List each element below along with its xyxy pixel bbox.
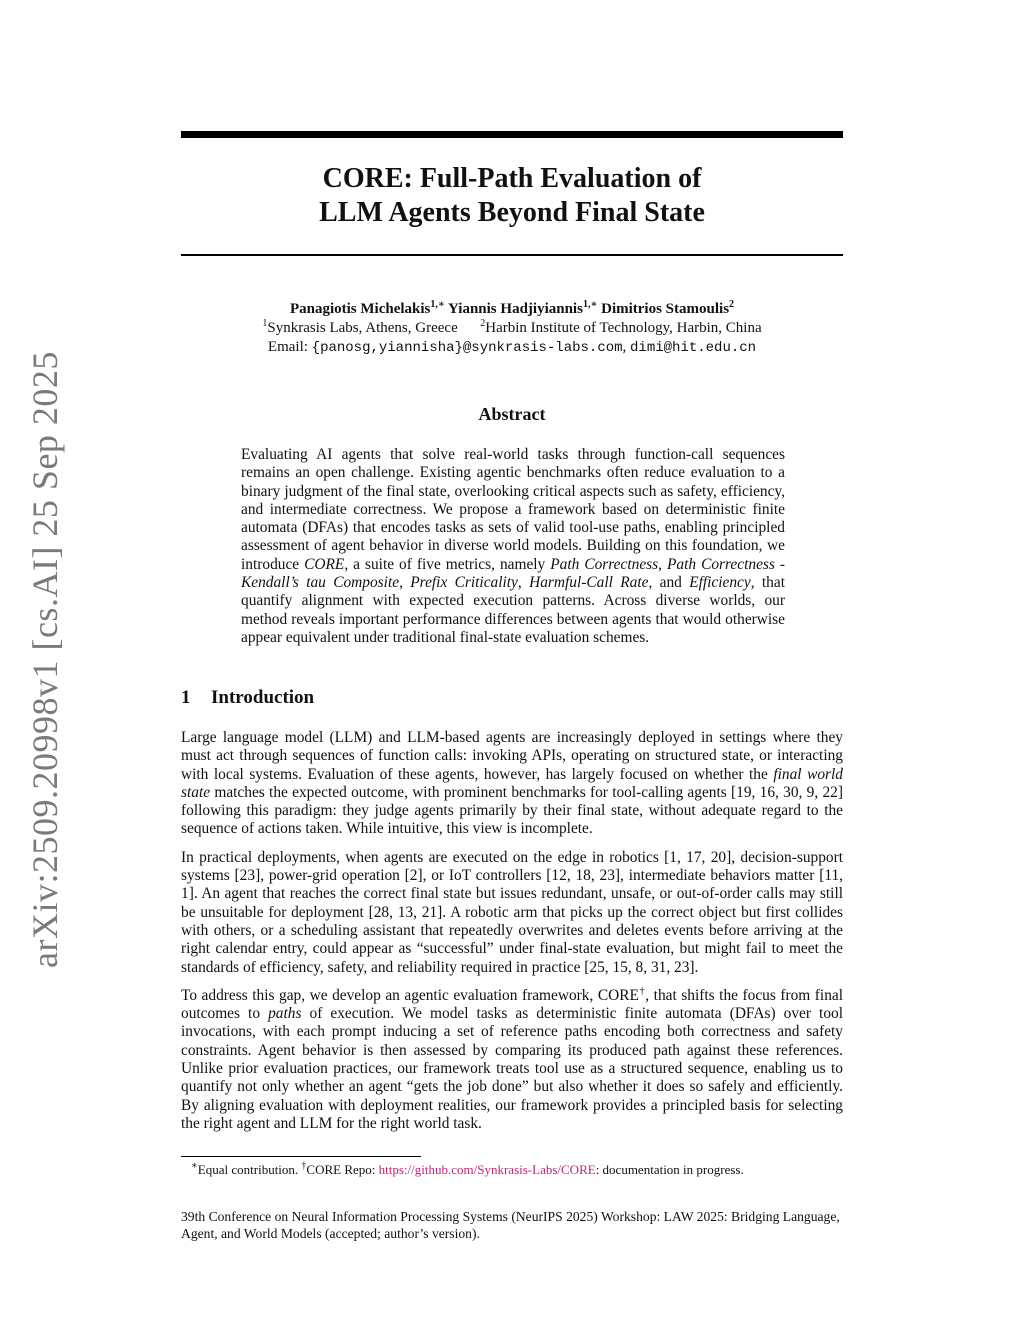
affiliation-2: Harbin Institute of Technology, Harbin, China [485,320,762,336]
abstract-core: CORE [304,555,345,573]
intro-p3-text-a: To address this gap, we develop an agentic evaluation framework, CORE [181,986,639,1004]
repo-link[interactable]: https://github.com/Synkrasis-Labs/CORE [378,1162,596,1177]
intro-p1-text-b: matches the expected outcome, with prominent benchmarks for tool-calling agents [19, 16, 30, 9, 22] following this paradigm: they judge agents primarily by their final state, without adequate regard to the sequence of actions taken. While intuitive, this view is incomplete. [181,783,843,838]
author-names [181,300,843,319]
paper-title [181,162,843,230]
conference-note: 39th Conference on Neural Information Processing Systems (NeurIPS 2025) Workshop: LAW 2025: Bridging Language, Agent, and World Models (accepted; author’s version). [181,1209,840,1241]
title-line-1: CORE: Full-Path Evaluation of [322,163,702,194]
abstract-separator-4: , and [648,574,690,592]
author-1: Panagiotis Michelakis [289,301,431,317]
abstract-text-3: , that quantify alignment with expected execution patterns. Across diverse worlds, our method reveals important performance differences between agents that would otherwise appear equivalent under traditional final-state evaluation schemes. [241,574,785,646]
affiliation-1: Synkrasis Labs, Athens, Greece [267,320,458,336]
email-line: Email: {panosg,yiannisha}@synkrasis-labs.com, dimi@hit.edu.cn [267,339,757,356]
author-2: Yiannis Hadjiyiannis [448,301,583,317]
intro-paragraph-3 [181,987,843,1133]
intro-p1-emphasis: final world state [181,765,843,801]
abstract-text [241,446,785,647]
intro-p3-text-b: , that shifts the focus from final outcomes to [181,986,844,1023]
section-heading-introduction [181,687,843,709]
arxiv-identifier: arXiv:2509.20998v1 [cs.AI] 25 Sep 2025 [25,351,65,969]
footnote-text-2: CORE Repo: [306,1162,379,1177]
footnote-text-3: : documentation in progress. [595,1162,744,1177]
metric-prefix-criticality: Prefix Criticality [410,574,518,592]
intro-paragraph-1 [181,729,843,839]
affiliation-2-mark: 2 [480,318,486,329]
abstract-separator-3: , [517,574,530,592]
introduction-body [181,729,843,1143]
abstract-separator-2: , [399,574,411,592]
author-3-affiliation-mark: 2 [729,299,735,310]
intro-p3-emphasis: paths [268,1005,302,1023]
intro-paragraph-2: In practical deployments, when agents are executed on the edge in robotics [1, 17, 20], decision-support systems [23], power-grid operation [2], or IoT controllers [12, 18, 23], intermediate behaviors matter [11, 1]. An agent that reaches the correct final state but issues redundant, unsafe, or out-of-order calls may still be unsuitable for deployment [28, 13, 21]. A robotic arm that picks up the correct object but first collides with others, or a scheduling assistant that repeatedly overwrites and deletes events before arriving at the right calendar entry, could appear as “successful” under final-state evaluation, but might fail to meet the standards of efficiency, safety, and reliability required in practice [25, 15, 8, 31, 23]. [181,848,843,976]
author-block [181,300,843,358]
email-1: {panosg,yiannisha}@synkrasis-labs.com [311,340,623,356]
metric-path-correctness: Path Correctness [550,555,659,573]
title-bottom-rule [181,254,843,256]
abstract-separator-1: , [658,555,667,573]
author-1-affiliation-mark: 1,∗ [430,299,445,310]
metric-harmful-call-rate: Harmful-Call Rate [529,574,649,592]
email-2: dimi@hit.edu.cn [630,340,757,356]
affiliations [181,319,843,338]
author-2-affiliation-mark: 1,∗ [582,299,598,310]
abstract-text-1: Evaluating AI agents that solve real-world tasks through function-call sequences remains an open challenge. Existing agentic benchmarks often reduce evaluation to a binary judgment of the final state, overlooking critical aspects such as safety, efficiency, and intermediate correctness. We propose a framework based on deterministic finite automata (DFAs) that encodes tasks as sets of valid tool-use paths, enabling principled assessment of agent behavior in diverse world models. Building on this foundation, we introduce [241,446,785,573]
section-number: 1 [181,687,191,708]
abstract-text-2: , a suite of five metrics, namely [344,555,551,573]
footnote-mark-repo: † [301,1160,307,1172]
footnote [181,1161,843,1178]
intro-p3-footnote-mark: † [638,985,646,997]
metric-efficiency: Efficiency [689,574,751,592]
metric-kendall-composite: Path Correctness - Kendall’s tau Composite [241,555,786,592]
title-top-rule [181,131,843,138]
title-line-2: LLM Agents Beyond Final State [319,197,705,228]
intro-p3-text-c: of execution. We model tasks as deterministic finite automata (DFAs) over tool invocations, with each prompt inducing a set of reference paths encoding both correctness and safety constraints. Agent behavior is then assessed by comparing its produced path against these references. Unlike prior evaluation practices, our framework treats tool use as a structured sequence, enabling us to quantify not only whether an agent “gets the job done” but also whether it does so safely and efficiently. By aligning evaluation with deployment realities, our framework provides a principled basis for selecting the right agent and LLM for the right world task. [181,1005,843,1132]
email-label: Email: [267,339,308,355]
section-title: Introduction [211,687,315,708]
footnote-text-1: Equal contribution. [197,1162,302,1177]
intro-p1-text-a: Large language model (LLM) and LLM-based agents are increasingly deployed in settings where they must act through sequences of function calls: invoking APIs, operating on structured state, or interacting with local systems. Evaluation of these agents, however, has largely focused on whether the [181,729,843,783]
footnote-rule [181,1156,421,1157]
footnote-mark-equal: ∗ [191,1160,198,1172]
affiliation-1-mark: 1 [262,318,268,329]
abstract-heading: Abstract [478,404,546,424]
author-3: Dimitrios Stamoulis [601,301,730,317]
